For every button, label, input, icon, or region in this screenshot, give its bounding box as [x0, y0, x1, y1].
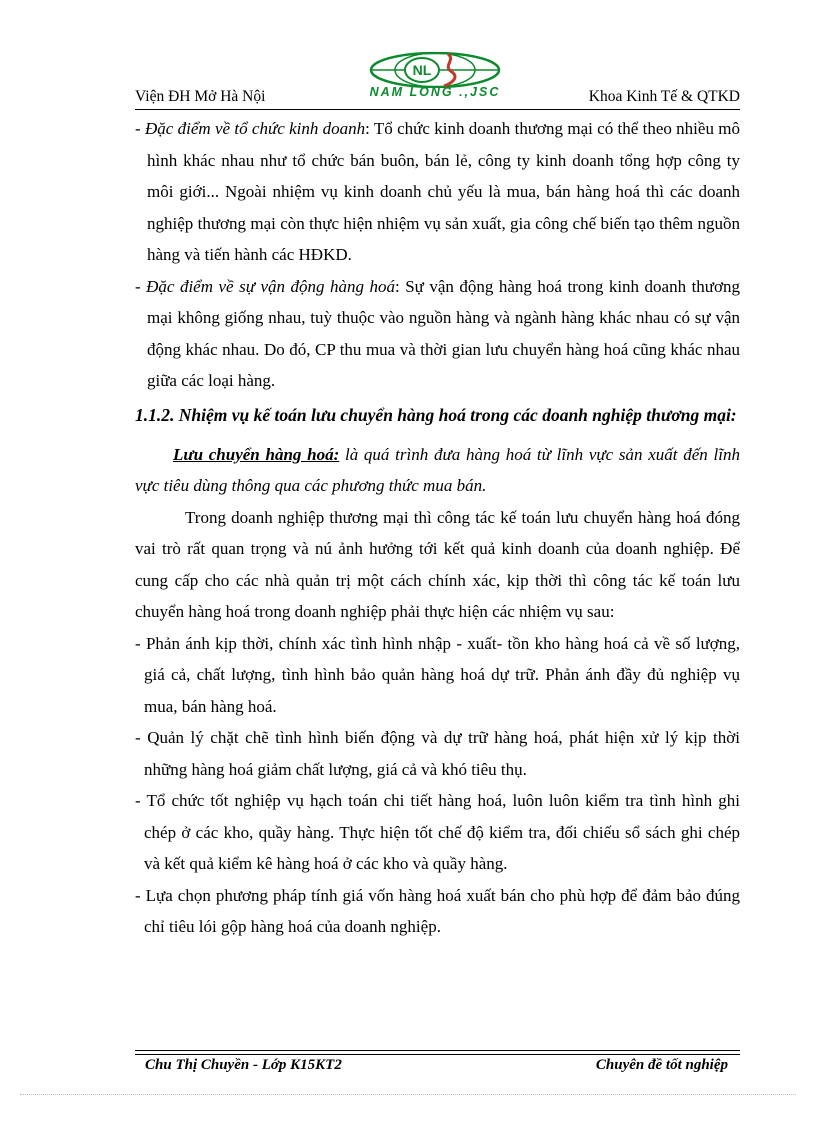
company-logo	[330, 52, 540, 102]
page-body	[135, 113, 740, 943]
footer-title: Chuyên đề tốt nghiệp	[595, 1057, 728, 1073]
definition-text: là quá trình đưa hàng hoá từ lĩnh vực sản xuất đến lĩnh vực tiêu dùng thông qua các phương thức mua bán.	[135, 444, 740, 495]
bullet-lead: - Đặc điểm về tổ chức kinh doanh	[135, 119, 366, 138]
footer-divider	[135, 1054, 740, 1055]
bullet-text: : Sự vận động hàng hoá trong kinh doanh thương mại không giống nhau, tuỳ thuộc vào nguồn hàng và ngành hàng khác nhau có sự vận động khác nhau. Do đó, CP thu mua và thời gian lưu chuyển hàng hoá cũng khác nhau giữa các loại hàng.	[147, 276, 741, 390]
definition-paragraph	[135, 439, 740, 502]
footer-divider	[135, 1050, 740, 1051]
business-organization-bullet	[135, 113, 740, 271]
section-heading: 1.1.2. Nhiệm vụ kế toán lưu chuyển hàng hoá trong các doanh nghiệp thương mại:	[135, 404, 737, 425]
task-item: - Phản ánh kịp thời, chính xác tình hình nhập - xuất- tồn kho hàng hoá cả về số lượng, giá cả, chất lượng, tình hình bảo quản hàng hoá dự trữ. Phản ánh đầy đủ nghiệp vụ mua, bán hàng hoá.	[135, 633, 740, 716]
task-item: - Tổ chức tốt nghiệp vụ hạch toán chi tiết hàng hoá, luôn luôn kiểm tra tình hình ghi chép ở các kho, quầy hàng. Thực hiện tốt chế độ kiểm tra, đối chiếu sổ sách ghi chép và kết quả kiểm kê hàng hoá ở các kho và quầy hàng.	[135, 791, 740, 873]
header-institute: Viện ĐH Mở Hà Nội	[135, 88, 266, 105]
definition-term: Lưu chuyển hàng hoá:	[173, 444, 340, 464]
header-divider	[135, 109, 740, 110]
bullet-text: : Tổ chức kinh doanh thương mại có thể theo nhiều mô hình khác nhau như tổ chức bán buôn, bán lẻ, công ty kinh doanh tổng hợp công ty môi giới... Ngoài nhiệm vụ kinh doanh chủ yếu là mua, bán hàng hoá thì các doanh nghiệp thương mại còn thực hiện nhiệm vụ sản xuất, gia công chế biến tạo thêm nguồn hàng và tiến hành các HĐKD.	[147, 119, 740, 264]
footer-author: Chu Thị Chuyền - Lớp K15KT2	[145, 1057, 342, 1073]
logo-mark: NL	[412, 62, 432, 78]
intro-paragraph: Trong doanh nghiệp thương mại thì công tác kế toán lưu chuyển hàng hoá đóng vai trò rất quan trọng và nú ảnh hưởng tới kết quả kinh doanh của doanh nghiệp. Để cung cấp cho các nhà quản trị một cách chính xác, kịp thời thì công tác kế toán lưu chuyển hàng hoá trong doanh nghiệp phải thực hiện các nhiệm vụ sau:	[135, 507, 740, 621]
page-bottom-dotted-line	[20, 1094, 796, 1095]
globe-logo-icon	[330, 52, 540, 88]
logo-company-name: NAM LONG .,JSC	[369, 85, 501, 99]
page-header	[135, 52, 740, 110]
header-faculty: Khoa Kinh Tế & QTKD	[588, 88, 740, 105]
bullet-lead: - Đặc điểm về sự vận động hàng hoá	[135, 276, 395, 296]
goods-movement-bullet	[135, 271, 740, 397]
task-item: - Quản lý chặt chẽ tình hình biến động và dự trữ hàng hoá, phát hiện xử lý kịp thời những hàng hoá giảm chất lượng, giá cả và khó tiêu thụ.	[135, 728, 740, 779]
task-item: - Lựa chọn phương pháp tính giá vốn hàng hoá xuất bán cho phù hợp để đảm bảo đúng chỉ tiêu lói gộp hàng hoá của doanh nghiệp.	[135, 885, 740, 936]
